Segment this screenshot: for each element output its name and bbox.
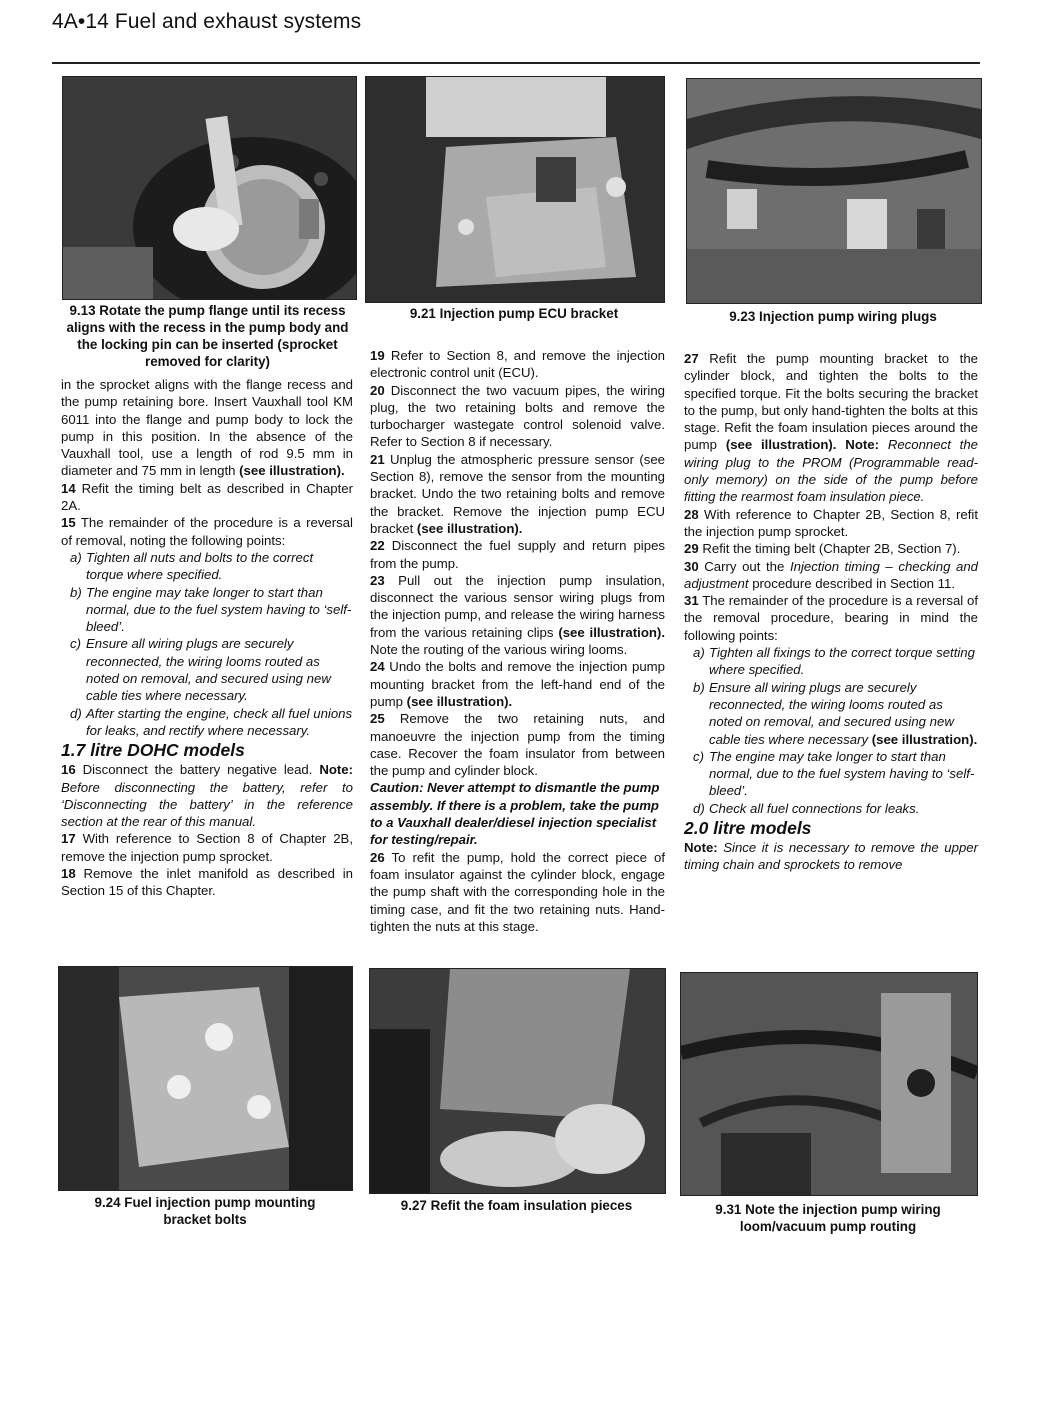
paragraph-16: 16 Disconnect the battery negative lead. Note: Before disconnecting the battery, refer to ‘Disconnecting the battery’ in the reference section at the rear of this manual.	[61, 762, 354, 830]
list-item: c) The engine may take longer to start than normal, due to the fuel system having to ‘self-bleed’.	[693, 748, 975, 799]
section-heading-dohc: 1.7 litre DOHC models	[61, 740, 245, 761]
caption-9-24: 9.24 Fuel injection pump mounting bracket bolts	[94, 1195, 316, 1227]
list-item: c) Ensure all wiring plugs are securely reconnected, the wiring looms routed as noted on removal, and secured using new cable ties where necessary.	[70, 636, 331, 704]
photo-9-21	[365, 76, 665, 303]
paragraph-30: 30 Carry out the Injection timing – checking and adjustment procedure described in Section 11.	[684, 558, 978, 591]
paragraph-28: 28 With reference to Chapter 2B, Section 8, refit the injection pump sprocket.	[684, 506, 978, 539]
paragraph-17: 17 With reference to Section 8 of Chapter 2B, remove the injection pump sprocket.	[61, 831, 353, 864]
paragraph-22: 22 Disconnect the fuel supply and return pipes from the pump.	[370, 538, 665, 571]
paragraph-23: 23 Pull out the injection pump insulation, disconnect the various sensor wiring plugs from the injection pump, and release the wiring harness from the various retaining clips (see illustration). Note the routing of the various wiring looms.	[370, 572, 665, 658]
list-item: b) Ensure all wiring plugs are securely reconnected, the wiring looms routed as noted on removal, and secured using new cable ties where necessary (see illustration).	[693, 679, 978, 747]
section-heading-2-0: 2.0 litre models	[684, 818, 812, 839]
paragraph-14: 14 Refit the timing belt as described in Chapter 2A.	[61, 480, 354, 514]
paragraph-24: 24 Undo the bolts and remove the injection pump mounting bracket from the left-hand end of the pump (see illustration).	[370, 659, 665, 709]
paragraph-29: 29 Refit the timing belt (Chapter 2B, Section 7).	[684, 541, 961, 557]
list-item: a) Tighten all fixings to the correct torque setting where specified.	[693, 645, 975, 678]
column-1	[61, 376, 353, 900]
paragraph-27: 27 Refit the pump mounting bracket to the cylinder block, and tighten the bolts to the specified torque. Fit the bolts securing the bracket to the pump, but only hand-tighten the bolts at this stage. Refit the foam insulation pieces around the pump (see illustration). Note: Reconnect the wiring plug to the PROM (Programmable read-only memory) on the side of the pump before fitting the rearmost foam insulation piece.	[684, 351, 979, 505]
note-2-0: Note: Since it is necessary to remove the upper timing chain and sprockets to remove	[684, 840, 979, 873]
paragraph-25: 25 Remove the two retaining nuts, and manoeuvre the injection pump from the timing case. Recover the foam insulator from between the pump and cylinder block.	[370, 711, 665, 779]
caution-text: Caution: Never attempt to dismantle the pump assembly. If there is a problem, take the pump to a Vauxhall dealer/diesel injection specialist for testing/repair.	[370, 780, 660, 848]
photo-9-24	[58, 966, 353, 1191]
photo-9-31	[680, 972, 978, 1196]
list-item: d) After starting the engine, check all fuel unions for leaks, and rectify where necessary.	[70, 705, 353, 738]
list-item: b) The engine may take longer to start than normal, due to the fuel system having to ‘self-bleed’.	[70, 584, 352, 635]
photo-9-13	[62, 76, 357, 300]
caption-9-27: 9.27 Refit the foam insulation pieces	[400, 1198, 633, 1213]
list-item: d) Check all fuel connections for leaks.	[693, 800, 920, 816]
paragraph-21: 21 Unplug the atmospheric pressure sensor (see Section 8), remove the sensor from the mounting bracket. Undo the two retaining bolts and remove the bracket. Remove the injection pump ECU bracket (see illustration).	[370, 451, 665, 536]
caption-9-21: 9.21 Injection pump ECU bracket	[409, 306, 619, 321]
paragraph-18: 18 Remove the inlet manifold as described in Section 15 of this Chapter.	[61, 866, 353, 899]
header-rule	[52, 62, 980, 64]
photo-9-23	[686, 78, 982, 304]
paragraph-13-continued: in the sprocket aligns with the flange recess and the pump retaining bore. Insert Vauxhall tool KM 6011 into the flange and pump body to lock the pump in this position. In the absence of the Vauxhall tool, use a length of rod 9.5 mm in diameter and 75 mm in length (see illustration).	[61, 377, 353, 479]
list-item: a) Tighten all nuts and bolts to the correct torque where specified.	[70, 549, 314, 583]
caption-9-23: 9.23 Injection pump wiring plugs	[729, 309, 937, 324]
column-3	[684, 350, 978, 874]
paragraph-31: 31 The remainder of the procedure is a reversal of the removal procedure, bearing in mind the following points:	[684, 593, 978, 643]
photo-9-27	[369, 968, 666, 1194]
column-2	[370, 347, 665, 935]
paragraph-20: 20 Disconnect the two vacuum pipes, the wiring plug, the two retaining bolts and remove the turbocharger wastegate control solenoid valve. Refer to Section 8 if necessary.	[370, 382, 665, 450]
page-header: 4A•14 Fuel and exhaust systems	[52, 10, 362, 33]
paragraph-15: 15 The remainder of the procedure is a reversal of removal, noting the following points:	[61, 515, 353, 548]
caption-9-13: 9.13 Rotate the pump flange until its recess aligns with the recess in the pump body and the locking pin can be inserted (sprocket removed for clarity)	[66, 303, 349, 369]
caption-9-31: 9.31 Note the injection pump wiring loom/vacuum pump routing	[715, 1202, 941, 1234]
paragraph-26: 26 To refit the pump, hold the correct piece of foam insulator against the cylinder block, engage the pump shaft with the corresponding hole in the timing case, and fit the two retaining nuts. Hand-tighten the nuts at this stage.	[370, 849, 665, 934]
paragraph-19: 19 Refer to Section 8, and remove the injection electronic control unit (ECU).	[370, 348, 665, 381]
